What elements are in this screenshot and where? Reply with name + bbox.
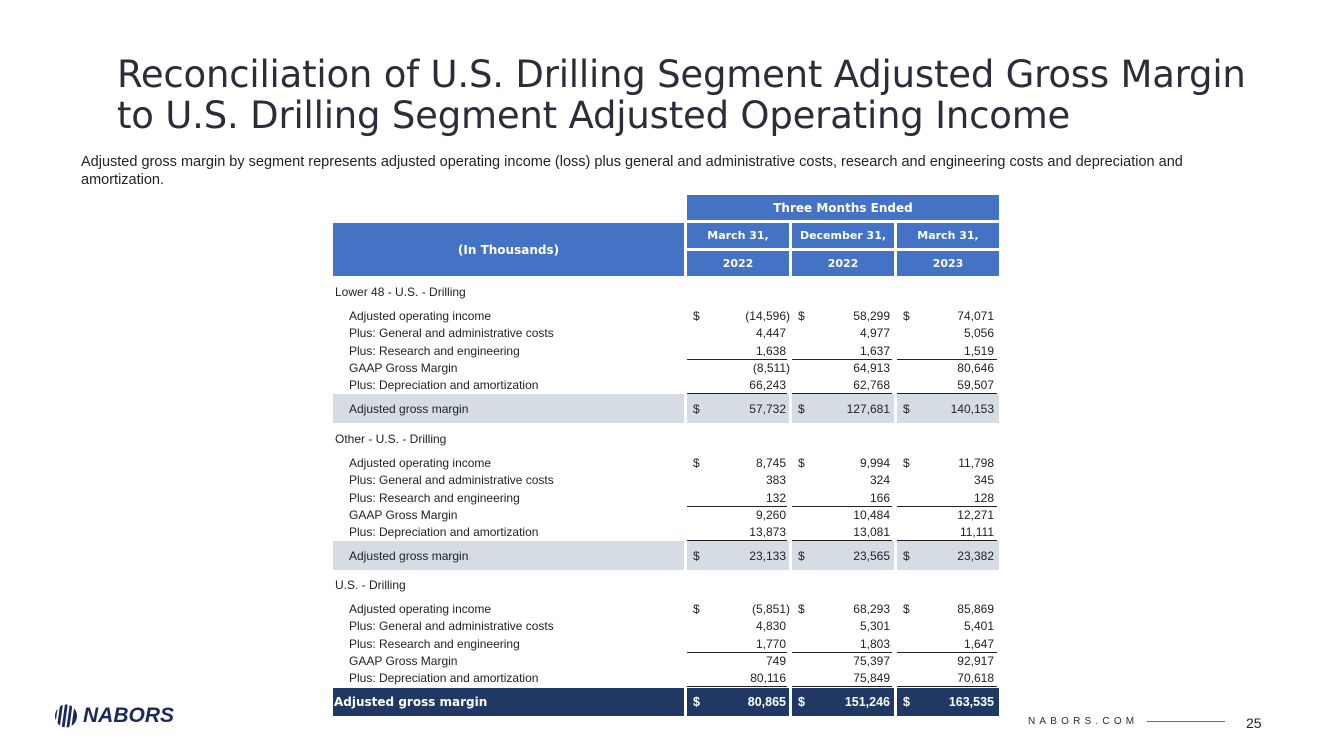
currency-symbol: $ bbox=[903, 309, 910, 323]
cell-underline bbox=[687, 686, 787, 687]
cell-value: 1,519 bbox=[963, 344, 994, 358]
cell-value: 345 bbox=[973, 473, 994, 487]
cell-underline bbox=[792, 686, 892, 687]
currency-symbol: $ bbox=[693, 695, 700, 709]
column-header-month-3: March 31, bbox=[897, 223, 999, 248]
column-header-year-1: 2022 bbox=[687, 251, 789, 276]
table-row bbox=[333, 490, 999, 507]
cell-value: 66,243 bbox=[749, 378, 786, 392]
currency-symbol: $ bbox=[798, 456, 805, 470]
cell-value: 75,397 bbox=[853, 654, 890, 668]
cell-value: 383 bbox=[765, 473, 786, 487]
currency-symbol: $ bbox=[903, 549, 910, 563]
currency-symbol: $ bbox=[693, 549, 700, 563]
row-label: Plus: General and administrative costs bbox=[349, 473, 554, 487]
table-row bbox=[333, 360, 999, 377]
section-label: Lower 48 - U.S. - Drilling bbox=[335, 285, 466, 299]
cell-value: 11,111 bbox=[959, 525, 994, 539]
currency-symbol: $ bbox=[798, 549, 805, 563]
table-row bbox=[333, 653, 999, 670]
cell-value: 23,382 bbox=[957, 549, 994, 563]
row-label: Adjusted gross margin bbox=[349, 402, 469, 416]
row-label: GAAP Gross Margin bbox=[349, 508, 458, 522]
table-row bbox=[333, 670, 999, 687]
cell-value: 1,637 bbox=[859, 344, 890, 358]
row-label: Adjusted operating income bbox=[349, 602, 492, 616]
row-label: Plus: Research and engineering bbox=[349, 491, 520, 505]
cell-value: 127,681 bbox=[846, 402, 890, 416]
nabors-logo-icon bbox=[54, 704, 78, 728]
cell-value: 80,865 bbox=[747, 695, 786, 709]
table-row bbox=[333, 507, 999, 524]
cell-value: 4,977 bbox=[859, 326, 890, 340]
row-label: Adjusted gross margin bbox=[334, 695, 488, 709]
table-row bbox=[333, 377, 999, 394]
cell-value: 92,917 bbox=[957, 654, 994, 668]
cell-value: 62,768 bbox=[853, 378, 890, 392]
cell-value: 140,153 bbox=[950, 402, 994, 416]
cell-value: 57,732 bbox=[749, 402, 786, 416]
table-row bbox=[333, 618, 999, 635]
cell-value: 13,081 bbox=[853, 525, 890, 539]
cell-value: 151,246 bbox=[844, 695, 890, 709]
subtotal-row bbox=[333, 541, 999, 570]
cell-value: 75,849 bbox=[853, 671, 890, 685]
column-header-month-2: December 31, bbox=[792, 223, 894, 248]
column-header-month-1: March 31, bbox=[687, 223, 789, 248]
cell-value: 324 bbox=[869, 473, 890, 487]
cell-value: 9,994 bbox=[859, 456, 890, 470]
table-row bbox=[333, 325, 999, 342]
cell-value: 8,745 bbox=[755, 456, 786, 470]
cell-value: 80,646 bbox=[957, 361, 994, 375]
row-label: Plus: General and administrative costs bbox=[349, 619, 554, 633]
currency-symbol: $ bbox=[903, 602, 910, 616]
cell-value: 1,803 bbox=[859, 637, 890, 651]
cell-value: (5,851) bbox=[751, 602, 790, 616]
table-row bbox=[333, 636, 999, 653]
subtotal-row bbox=[333, 394, 999, 423]
cell-value: 64,913 bbox=[853, 361, 890, 375]
cell-value: 5,401 bbox=[963, 619, 994, 633]
cell-value: 13,873 bbox=[749, 525, 786, 539]
row-label: Adjusted operating income bbox=[349, 456, 492, 470]
cell-value: 85,869 bbox=[957, 602, 994, 616]
slide-title-line-2: to U.S. Drilling Segment Adjusted Operating Income bbox=[117, 94, 1071, 137]
slide-title-line-1: Reconciliation of U.S. Drilling Segment Adjusted Gross Margin bbox=[117, 53, 1246, 96]
section-label: U.S. - Drilling bbox=[335, 578, 406, 592]
currency-symbol: $ bbox=[693, 309, 700, 323]
logo-text: NABORS bbox=[83, 704, 175, 727]
section-label: Other - U.S. - Drilling bbox=[335, 432, 447, 446]
row-label: Adjusted gross margin bbox=[349, 549, 469, 563]
cell-value: 12,271 bbox=[957, 508, 994, 522]
nabors-logo bbox=[54, 704, 174, 728]
row-label: Plus: Depreciation and amortization bbox=[349, 671, 539, 685]
cell-value: 166 bbox=[869, 491, 890, 505]
footer-divider bbox=[1147, 721, 1225, 722]
column-header-year-2: 2022 bbox=[792, 251, 894, 276]
currency-symbol: $ bbox=[798, 695, 805, 709]
row-label: Plus: Depreciation and amortization bbox=[349, 378, 539, 392]
row-label: GAAP Gross Margin bbox=[349, 361, 458, 375]
cell-value: 5,301 bbox=[859, 619, 890, 633]
cell-value: 1,647 bbox=[963, 637, 994, 651]
table-row bbox=[333, 343, 999, 360]
cell-value: 4,447 bbox=[755, 326, 786, 340]
cell-underline bbox=[897, 686, 997, 687]
currency-symbol: $ bbox=[903, 402, 910, 416]
cell-value: 749 bbox=[765, 654, 786, 668]
cell-value: 80,116 bbox=[750, 671, 786, 685]
units-header: (In Thousands) bbox=[333, 223, 684, 276]
footer-url[interactable]: NABORS.COM bbox=[1028, 716, 1139, 727]
cell-value: 1,770 bbox=[755, 637, 786, 651]
cell-value: 10,484 bbox=[853, 508, 890, 522]
row-label: Adjusted operating income bbox=[349, 309, 492, 323]
table-row bbox=[333, 524, 999, 541]
currency-symbol: $ bbox=[693, 602, 700, 616]
currency-symbol: $ bbox=[693, 456, 700, 470]
cell-value: 59,507 bbox=[957, 378, 994, 392]
column-header-year-3: 2023 bbox=[897, 251, 999, 276]
cell-value: 70,618 bbox=[957, 671, 994, 685]
row-label: Plus: Research and engineering bbox=[349, 637, 520, 651]
cell-value: 74,071 bbox=[957, 309, 994, 323]
table-row bbox=[333, 472, 999, 489]
row-label: GAAP Gross Margin bbox=[349, 654, 458, 668]
table-row bbox=[333, 455, 999, 472]
table-row bbox=[333, 601, 999, 618]
total-row bbox=[333, 688, 999, 716]
currency-symbol: $ bbox=[798, 602, 805, 616]
currency-symbol: $ bbox=[798, 309, 805, 323]
cell-value: 132 bbox=[765, 491, 786, 505]
cell-value: 4,830 bbox=[755, 619, 786, 633]
currency-symbol: $ bbox=[693, 402, 700, 416]
currency-symbol: $ bbox=[798, 402, 805, 416]
slide-title bbox=[117, 54, 1267, 136]
cell-value: (8,511) bbox=[752, 361, 790, 375]
period-header: Three Months Ended bbox=[687, 195, 999, 220]
cell-value: (14,596) bbox=[745, 309, 790, 323]
cell-value: 128 bbox=[973, 491, 994, 505]
cell-value: 11,798 bbox=[958, 456, 994, 470]
cell-value: 163,535 bbox=[948, 695, 994, 709]
row-label: Plus: Depreciation and amortization bbox=[349, 525, 539, 539]
page-number: 25 bbox=[1246, 715, 1262, 731]
row-label: Plus: General and administrative costs bbox=[349, 326, 554, 340]
cell-value: 23,565 bbox=[853, 549, 890, 563]
table-row bbox=[333, 308, 999, 325]
slide-subtitle: Adjusted gross margin by segment represents adjusted operating income (loss) plus general and administrative costs, research and engineering costs and depreciation and amortization. bbox=[81, 154, 1183, 188]
cell-value: 58,299 bbox=[853, 309, 890, 323]
row-label: Plus: Research and engineering bbox=[349, 344, 520, 358]
currency-symbol: $ bbox=[903, 456, 910, 470]
cell-value: 23,133 bbox=[749, 549, 786, 563]
currency-symbol: $ bbox=[903, 695, 910, 709]
cell-value: 5,056 bbox=[963, 326, 994, 340]
cell-value: 1,638 bbox=[755, 344, 786, 358]
cell-value: 9,260 bbox=[755, 508, 786, 522]
cell-value: 68,293 bbox=[853, 602, 890, 616]
